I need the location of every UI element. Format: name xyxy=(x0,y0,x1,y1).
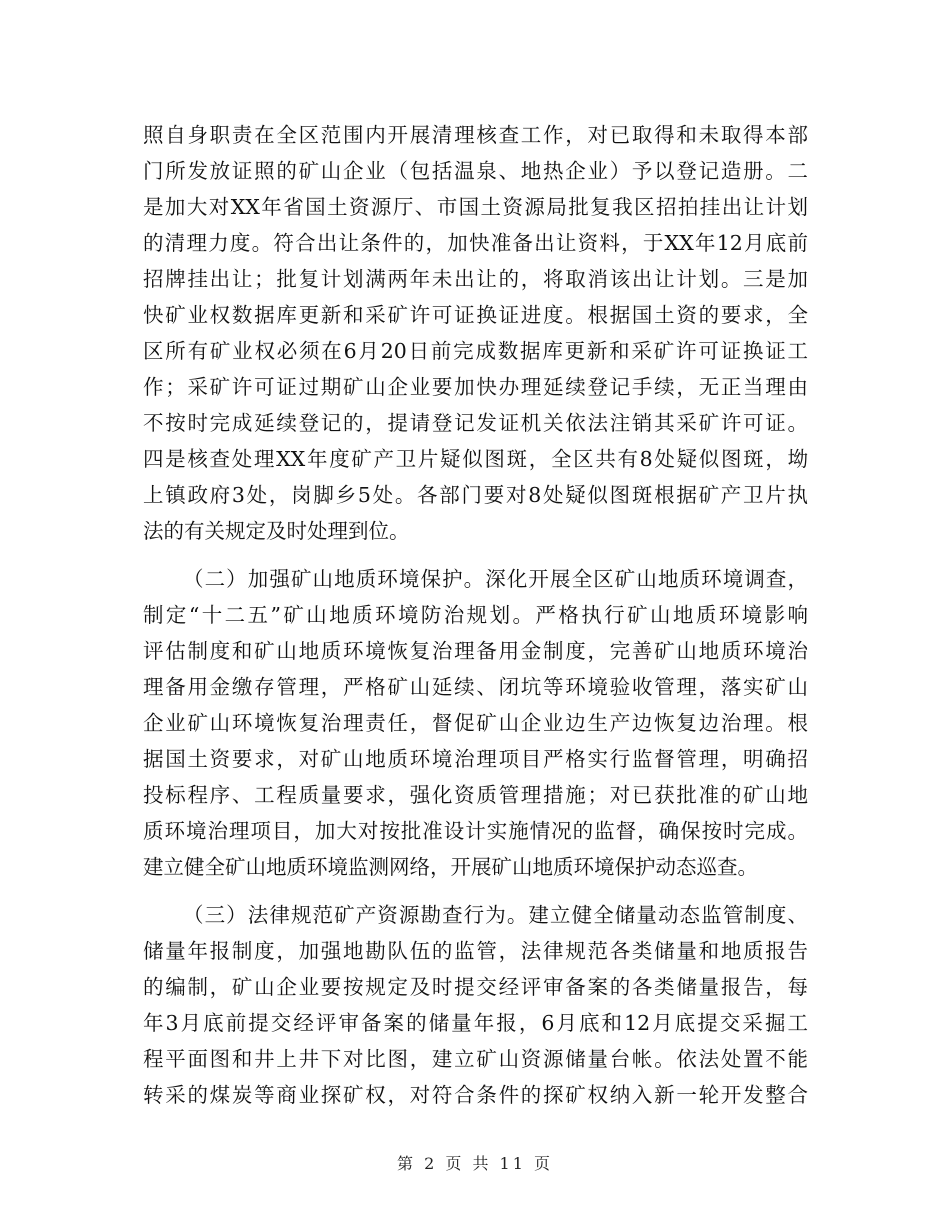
page-number-footer: 第 2 页 共 11 页 xyxy=(397,1154,553,1173)
body-line: 投标程序、工程质量要求，强化资质管理措施；对已获批准的矿山地 xyxy=(143,783,808,807)
body-line: 建立健全矿山地质环境监测网络，开展矿山地质环境保护动态巡查。 xyxy=(143,855,758,879)
body-line: 评估制度和矿山地质环境恢复治理备用金制度，完善矿山地质环境治 xyxy=(143,639,808,663)
body-line: 不按时完成延续登记的，提请登记发证机关依法注销其采矿许可证。 xyxy=(143,411,808,435)
body-line: 的编制，矿山企业要按规定及时提交经评审备案的各类储量报告，每 xyxy=(143,975,808,999)
body-line: 照自身职责在全区范围内开展清理核查工作，对已取得和未取得本部 xyxy=(143,123,808,147)
paragraph-heading-line: （二）加强矿山地质环境保护。深化开展全区矿山地质环境调查， xyxy=(183,567,808,591)
body-line: 上镇政府3处，岗脚乡5处。各部门要对8处疑似图斑根据矿产卫片执 xyxy=(143,483,808,507)
body-line: 作；采矿许可证过期矿山企业要加快办理延续登记手续，无正当理由 xyxy=(143,375,808,399)
body-line: 是加大对XX年省国土资源厅、市国土资源局批复我区招拍挂出让计划 xyxy=(143,195,808,219)
body-line: 四是核查处理XX年度矿产卫片疑似图斑，全区共有8处疑似图斑，坳 xyxy=(143,447,808,471)
body-line: 年3月底前提交经评审备案的储量年报，6月底和12月底提交采掘工 xyxy=(143,1011,808,1035)
body-line: 门所发放证照的矿山企业（包括温泉、地热企业）予以登记造册。二 xyxy=(143,159,808,183)
body-line: 储量年报制度，加强地勘队伍的监管，法律规范各类储量和地质报告 xyxy=(143,939,808,963)
body-line: 快矿业权数据库更新和采矿许可证换证进度。根据国土资的要求，全 xyxy=(143,303,808,327)
body-line: 的清理力度。符合出让条件的，加快准备出让资料，于XX年12月底前 xyxy=(143,231,808,255)
body-line: 程平面图和井上井下对比图，建立矿山资源储量台帐。依法处置不能 xyxy=(143,1047,808,1071)
paragraph-heading-line: （三）法律规范矿产资源勘查行为。建立健全储量动态监管制度、 xyxy=(183,903,808,927)
body-line: 据国土资要求，对矿山地质环境治理项目严格实行监督管理，明确招 xyxy=(143,747,808,771)
body-line: 区所有矿业权必须在6月20日前完成数据库更新和采矿许可证换证工 xyxy=(143,339,808,363)
body-line: 制定“十二五”矿山地质环境防治规划。严格执行矿山地质环境影响 xyxy=(143,603,808,627)
body-line: 法的有关规定及时处理到位。 xyxy=(143,519,410,543)
body-line: 招牌挂出让；批复计划满两年未出让的，将取消该出让计划。三是加 xyxy=(143,267,808,291)
body-line: 质环境治理项目，加大对按批准设计实施情况的监督，确保按时完成。 xyxy=(143,819,808,843)
body-line: 企业矿山环境恢复治理责任，督促矿山企业边生产边恢复边治理。根 xyxy=(143,711,808,735)
body-line: 理备用金缴存管理，严格矿山延续、闭坑等环境验收管理，落实矿山 xyxy=(143,675,808,699)
body-line: 转采的煤炭等商业探矿权，对符合条件的探矿权纳入新一轮开发整合 xyxy=(143,1083,808,1107)
